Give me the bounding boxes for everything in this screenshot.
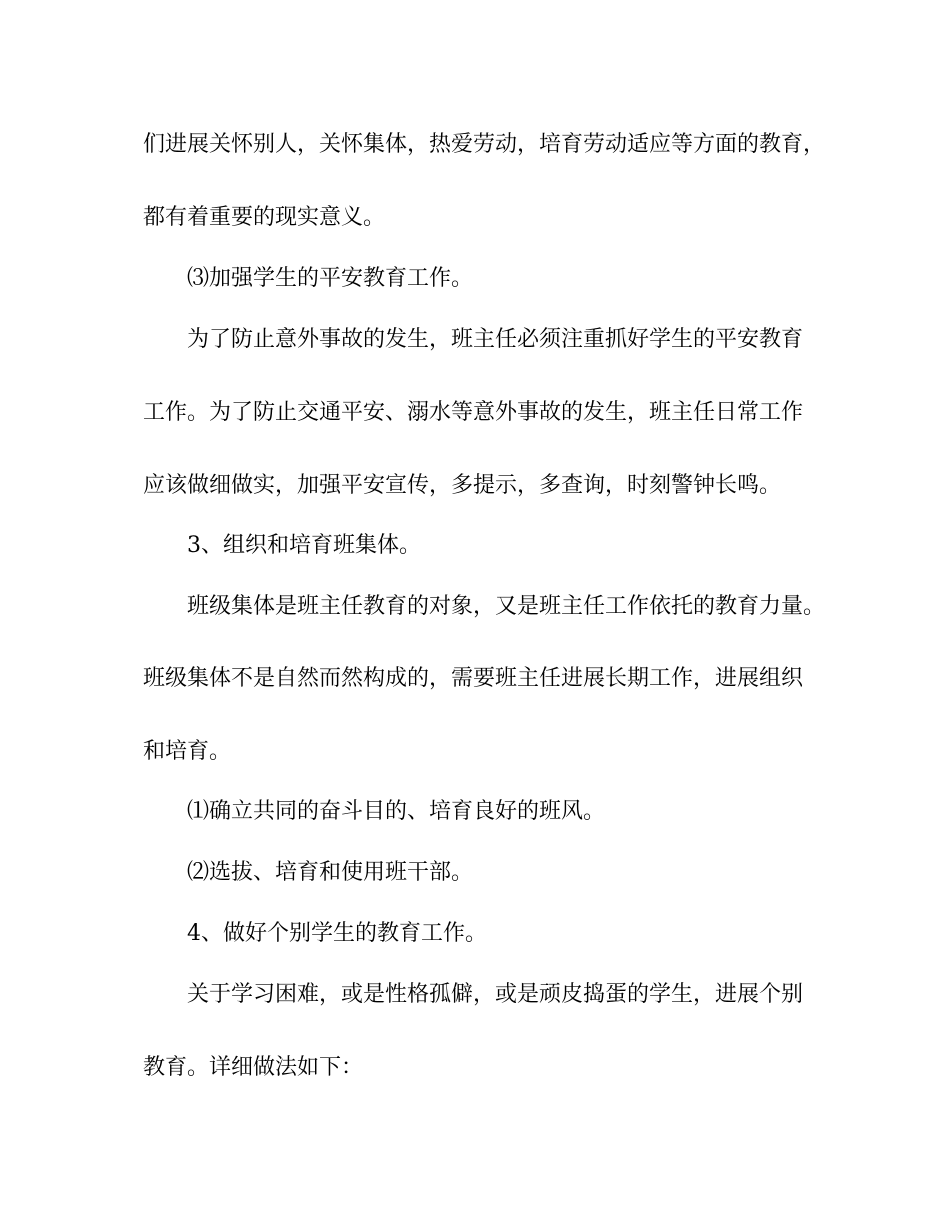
paragraph-line: 教育。详细做法如下： xyxy=(143,1055,364,1080)
paragraph-line: 班级集体是班主任教育的对象，又是班主任工作依托的教育力量。 xyxy=(187,594,826,619)
paragraph-line: 为了防止意外事故的发生，班主任必须注重抓好学生的平安教育 xyxy=(187,327,804,352)
paragraph-line: 们进展关怀别人，关怀集体，热爱劳动，培育劳动适应等方面的教育， xyxy=(143,132,826,157)
paragraph-line: 班级集体不是自然而然构成的，需要班主任进展长期工作，进展组织 xyxy=(143,666,804,691)
paragraph-line: 工作。为了防止交通平安、溺水等意外事故的发生，班主任日常工作 xyxy=(143,400,804,425)
section-heading-line: 4、做好个别学生的教育工作。 xyxy=(187,921,487,946)
subheading-line: ⑴确立共同的奋斗目的、培育良好的班风。 xyxy=(187,799,606,824)
subheading-line: ⑶加强学生的平安教育工作。 xyxy=(187,266,474,291)
paragraph-line: 应该做细做实，加强平安宣传，多提示，多查询，时刻警钟长鸣。 xyxy=(143,473,782,498)
paragraph-line: 和培育。 xyxy=(143,739,232,764)
section-heading-line: 3、组织和培育班集体。 xyxy=(187,533,421,558)
paragraph-line: 关于学习困难，或是性格孤僻，或是顽皮捣蛋的学生，进展个别 xyxy=(187,982,804,1007)
paragraph-line: 都有着重要的现实意义。 xyxy=(143,205,386,230)
subheading-line: ⑵选拔、培育和使用班干部。 xyxy=(187,860,474,885)
